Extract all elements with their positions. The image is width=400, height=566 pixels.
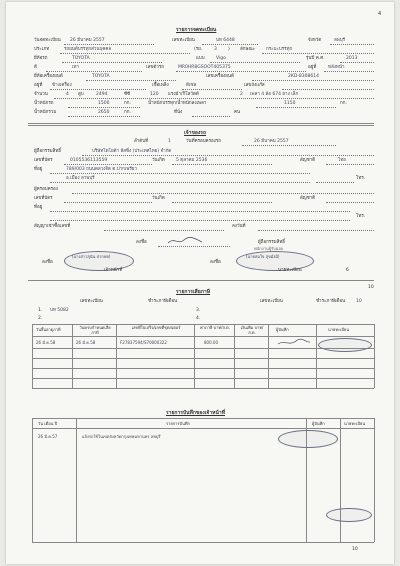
holder-value: บริษัทโตโยต้า ลีสซิ่ง (ประเทศไทย) จำกัด <box>92 149 172 154</box>
page-mark: 10 <box>368 285 374 290</box>
tax-row-receipt: F27837594/S70000322 <box>120 340 167 345</box>
tax-header-6: นายทะเบียน <box>328 327 350 332</box>
model-year-value: 2013 <box>346 56 358 61</box>
records-row-date: 26 มี.ค.57 <box>38 434 58 439</box>
cyl-label: จำนวน <box>34 92 48 97</box>
color-label: สี <box>34 65 37 70</box>
holder-label: ผู้ถือกรรมสิทธิ์ <box>34 149 62 154</box>
gross-label: น้ำหนักรวม <box>34 110 57 115</box>
owner-date-label: วันที่ครอบครองรถ <box>186 139 222 144</box>
cyl-unit: สูบ <box>78 92 84 97</box>
reg-date-label: วันจดทะเบียน <box>34 38 61 43</box>
rayon-label: (รย. <box>194 47 203 52</box>
sign-label-1: ลงชื่อ <box>136 240 147 245</box>
occ-id-label: เลขที่บัตร <box>34 196 53 201</box>
tax-header-3: ค่าภาษี บาท/ส.ต. <box>199 325 231 330</box>
side-number: 6 <box>346 268 349 273</box>
records-row-text: แจ้งรถใช้ในเขตจังหวัดกรุงเทพมหานคร ลพบุรี <box>82 434 161 439</box>
registrar-label: นายทะเบียน <box>278 268 302 273</box>
cyl-value: 4 <box>66 92 69 97</box>
records-stamp-2 <box>326 508 372 522</box>
birth-label: วันเกิด <box>152 158 165 163</box>
contract-label: สัญญาเช่าซื้อเลขที่ <box>34 224 71 229</box>
weight-value: 1500 <box>98 101 110 106</box>
id-value: 0105536113559 <box>70 158 108 163</box>
model-label: แบบ <box>196 56 205 61</box>
records-header-0: วัน เดือน ปี <box>38 421 58 426</box>
feature-label: ลักษณะ <box>240 47 256 52</box>
contract-date-label: ลงวันที่ <box>232 224 246 229</box>
brand-label: ยี่ห้อรถ <box>34 56 48 61</box>
model-year-label: รุ่นปี ค.ศ. <box>306 56 325 61</box>
tel-label: โทร. <box>356 176 366 181</box>
occupant-label: ผู้ครอบครอง <box>34 187 58 192</box>
holder-sign-name: พนักงานผู้รับมอบ <box>254 246 284 251</box>
tax-recorder-signature <box>276 338 312 348</box>
province-label: จังหวัด <box>308 38 322 43</box>
tax-header-2: เลขที่ใบเสร็จ/เลขที่ชุดสเตอร์ <box>131 325 181 330</box>
fuel-value: ดีเซล <box>186 83 197 88</box>
kw-unit: แรงม้า/กิโลวัตต์ <box>168 92 199 97</box>
addr-label: ที่อยู่ <box>34 167 43 172</box>
engine-brand-label: ยี่ห้อเครื่องยนต์ <box>34 74 63 79</box>
reg-no-label: เลขทะเบียน <box>172 38 195 43</box>
engine-no-label: เลขเครื่องยนต์ <box>206 74 234 79</box>
engine-no-value: 2KD-8308614 <box>288 74 319 79</box>
tax-title: รายการเสียภาษี <box>176 289 211 295</box>
axle-text: เพลา 4 ล้อ 674 ยาง เล็ก <box>250 92 299 97</box>
tax-registrar-stamp <box>318 338 372 352</box>
rayon-value: 3 <box>214 47 217 52</box>
reg-date-value: 26 มีนาคม 2557 <box>70 38 105 43</box>
records-stamp-1 <box>278 430 338 448</box>
feature-value: กระบะบรรทุก <box>266 47 293 52</box>
cc-unit: ซีซี <box>124 92 131 97</box>
weight-unit: กก. <box>124 101 131 106</box>
owner-order-label: ลำดับที่ <box>134 139 149 144</box>
owner-date-value: 26 มีนาคม 2557 <box>254 139 289 144</box>
owner-title: เจ้าของรถ <box>184 130 207 136</box>
page-number-top: 4 <box>378 11 382 17</box>
document-page: 4 รายการจดทะเบียน วันจดทะเบียน 26 มีนาคม 2557 เลขทะเบียน บท 6448 จังหวัด ลพบุรี ประเภท รถยนต์บรรทุกส่วนบุคคล (รย. 3 ) ลักษณะ กระบะบรรทุก ยี่ห้อรถ TOYOTA แบบ Vigo รุ่นปี ค.ศ. 2013 สี เทา เลขตัวรถ MR0HR8GSOOT405375 อยู่ที่ หลังหน้า ยี่ห้อเครื่องยนต์ TOYOTA เลขเครื่องยนต์ 2KD-8308614 อยู่ที่ ข้างเครื่อง เชื้อเพลิง ดีเซล เลขถังแก๊ส จำนวน 4 สูบ 2494 ซีซี 120 แรงม้า/กิโลวัตต์ 2 เพลา 4 ล้อ 674 ยาง เล็ก น้ำหนักรถ 1500 กก. น้ำหนักบรรทุก/น้ำหนักลงเพลา 1150 กก. น้ำหนักรวม 2650 กก. ที่นั่ง คน เจ้าของรถ ลำดับที่ 1 วันที่ครอบครองรถ 26 มีนาคม 2557 ผู้ถือกรรมสิทธิ์ บริษัทโตโยต้า ลีสซิ่ง (ประเทศไทย) จำกัด เลขที่บัตร 0105536113559 วันเกิด 5 ตุลาคม 2536 สัญชาติ ไทย ที่อยู่ 789/003 ถนนดลวงจิต ต.ปากเพรียว อ.เมือง ลาพบุรี โทร. ผู้ครอบครอง เลขที่บัตร วันเกิด สัญชาติ ที่อยู่ โทร. สัญญาเช่าซื้อเลขที่ ลงวันที่ ลงชื่อ ผู้ถือกรรมสิทธิ์ พนักงานผู้รับมอบ ลงชื่อ (นางสาวสุนัน ปากพล) เจ้าหน้าที่ ลงชื่อ (นายสมใจ สุขมั่งมี) นายทะเบียน 6 10 รายการเสียภาษี เลขทะเบียน ชำระภาษีเดือน เลขทะเบียน ชำระภาษีเดือน 10 1. บท 5082 3. 2. 4. วันสิ้นอายุภาษี วันครบกำหนดเสียภาษี เลขที่ใบเสร็จ/เลขที่ชุดสเตอร์ ค่าภาษี บาท/ส.ต. เงินเพิ่ม บาท/ส.ต. ผู้บันทึก นายทะเบียน 26 มี.ค.58 26 มี.ค.58 F27837594/S70000322 800.00 รายการบันทึกของเจ้าหน้าที่ วัน เดือน ปี รายการบันทึก ผู้บันทึก นายทะเบียน 26 มี.ค.57 แจ้งรถใช้ในเขตจังหวัดกรุงเทพมหานคร ลพบุรี 10 <box>6 2 394 564</box>
tax-list-1: บท 5082 <box>50 308 69 313</box>
addr-line2: อ.เมือง ลาพบุรี <box>66 176 95 181</box>
tax-month-label: ชำระภาษีเดือน <box>148 299 178 304</box>
tax-list-num-2: 2. <box>38 316 43 321</box>
owner-order-value: 1 <box>168 139 171 144</box>
tax-month-label-2: ชำระภาษีเดือน <box>316 299 346 304</box>
model-value: Vigo <box>216 56 226 61</box>
load-unit: กก. <box>340 101 347 106</box>
occ-addr-label: ที่อยู่ <box>34 205 43 210</box>
tax-header-4: เงินเพิ่ม บาท/ส.ต. <box>240 325 264 335</box>
tax-list-num-3: 3. <box>196 308 201 313</box>
fuel-label: เชื้อเพลิง <box>152 83 169 88</box>
officer-label: เจ้าหน้าที่ <box>104 268 123 273</box>
registration-title: รายการจดทะเบียน <box>176 27 217 33</box>
tax-row-expire: 26 มี.ค.58 <box>36 340 56 345</box>
officer-sign-text: (นางสาวสุนัน ปากพล) <box>72 254 111 259</box>
sign-label-2: ลงชื่อ <box>42 260 53 265</box>
tax-row-due: 26 มี.ค.58 <box>76 340 96 345</box>
seat-unit: คน <box>234 110 241 115</box>
tax-month-value-2: 10 <box>356 299 362 304</box>
tank-label: เลขถังแก๊ส <box>244 83 265 88</box>
type-value: รถยนต์บรรทุกส่วนบุคคล <box>64 47 112 52</box>
records-header-1: รายการบันทึก <box>166 421 190 426</box>
tax-header-5: ผู้บันทึก <box>276 327 289 332</box>
records-header-2: ผู้บันทึก <box>312 421 325 426</box>
engine-at-value: ข้างเครื่อง <box>52 83 72 88</box>
tax-row-tax: 800.00 <box>204 340 218 345</box>
gross-unit: กก. <box>124 110 131 115</box>
id-label: เลขที่บัตร <box>34 158 53 163</box>
engine-brand-value: TOYOTA <box>92 74 110 79</box>
nat-value: ไทย <box>338 158 346 163</box>
tax-list-num-4: 4. <box>196 316 201 321</box>
registrar-sign-text: (นายสมใจ สุขมั่งมี) <box>246 254 280 259</box>
tax-list-num-1: 1. <box>38 308 43 313</box>
records-page-bottom: 10 <box>352 547 358 552</box>
tax-regno-label-2: เลขทะเบียน <box>260 299 283 304</box>
tax-header-0: วันสิ้นอายุภาษี <box>36 327 61 332</box>
kw-value: 120 <box>150 92 159 97</box>
axle-value: 2 <box>240 92 243 97</box>
signature-1 <box>166 236 206 246</box>
tax-header-1: วันครบกำหนดเสียภาษี <box>79 325 111 335</box>
occ-tel-label: โทร. <box>356 214 366 219</box>
tax-regno-label: เลขทะเบียน <box>80 299 103 304</box>
load-label: น้ำหนักบรรทุก/น้ำหนักลงเพลา <box>148 101 207 106</box>
chassis-at-label: อยู่ที่ <box>308 65 317 70</box>
gross-value: 2650 <box>98 110 110 115</box>
color-value: เทา <box>72 65 80 70</box>
occ-nat-label: สัญชาติ <box>300 196 316 201</box>
seat-label: ที่นั่ง <box>174 110 183 115</box>
nat-label: สัญชาติ <box>300 158 316 163</box>
chassis-value: MR0HR8GSOOT405375 <box>178 65 231 70</box>
birth-value: 5 ตุลาคม 2536 <box>176 158 208 163</box>
cc-value: 2494 <box>96 92 108 97</box>
load-value: 1150 <box>284 101 296 106</box>
weight-label: น้ำหนักรถ <box>34 101 54 106</box>
chassis-label: เลขตัวรถ <box>146 65 164 70</box>
holder-sign-label: ผู้ถือกรรมสิทธิ์ <box>258 240 286 245</box>
records-header-3: นายทะเบียน <box>344 421 366 426</box>
records-title: รายการบันทึกของเจ้าหน้าที่ <box>166 410 225 416</box>
sign-label-3: ลงชื่อ <box>210 260 221 265</box>
brand-value: TOYOTA <box>72 56 90 61</box>
occ-birth-label: วันเกิด <box>152 196 165 201</box>
addr-line1: 789/003 ถนนดลวงจิต ต.ปากเพรียว <box>66 167 137 172</box>
chassis-at-value: หลังหน้า <box>328 65 345 70</box>
reg-no-value: บท 6448 <box>216 38 235 43</box>
type-label: ประเภท <box>34 47 50 52</box>
province-value: ลพบุรี <box>334 38 345 43</box>
engine-at-label: อยู่ที่ <box>34 83 43 88</box>
